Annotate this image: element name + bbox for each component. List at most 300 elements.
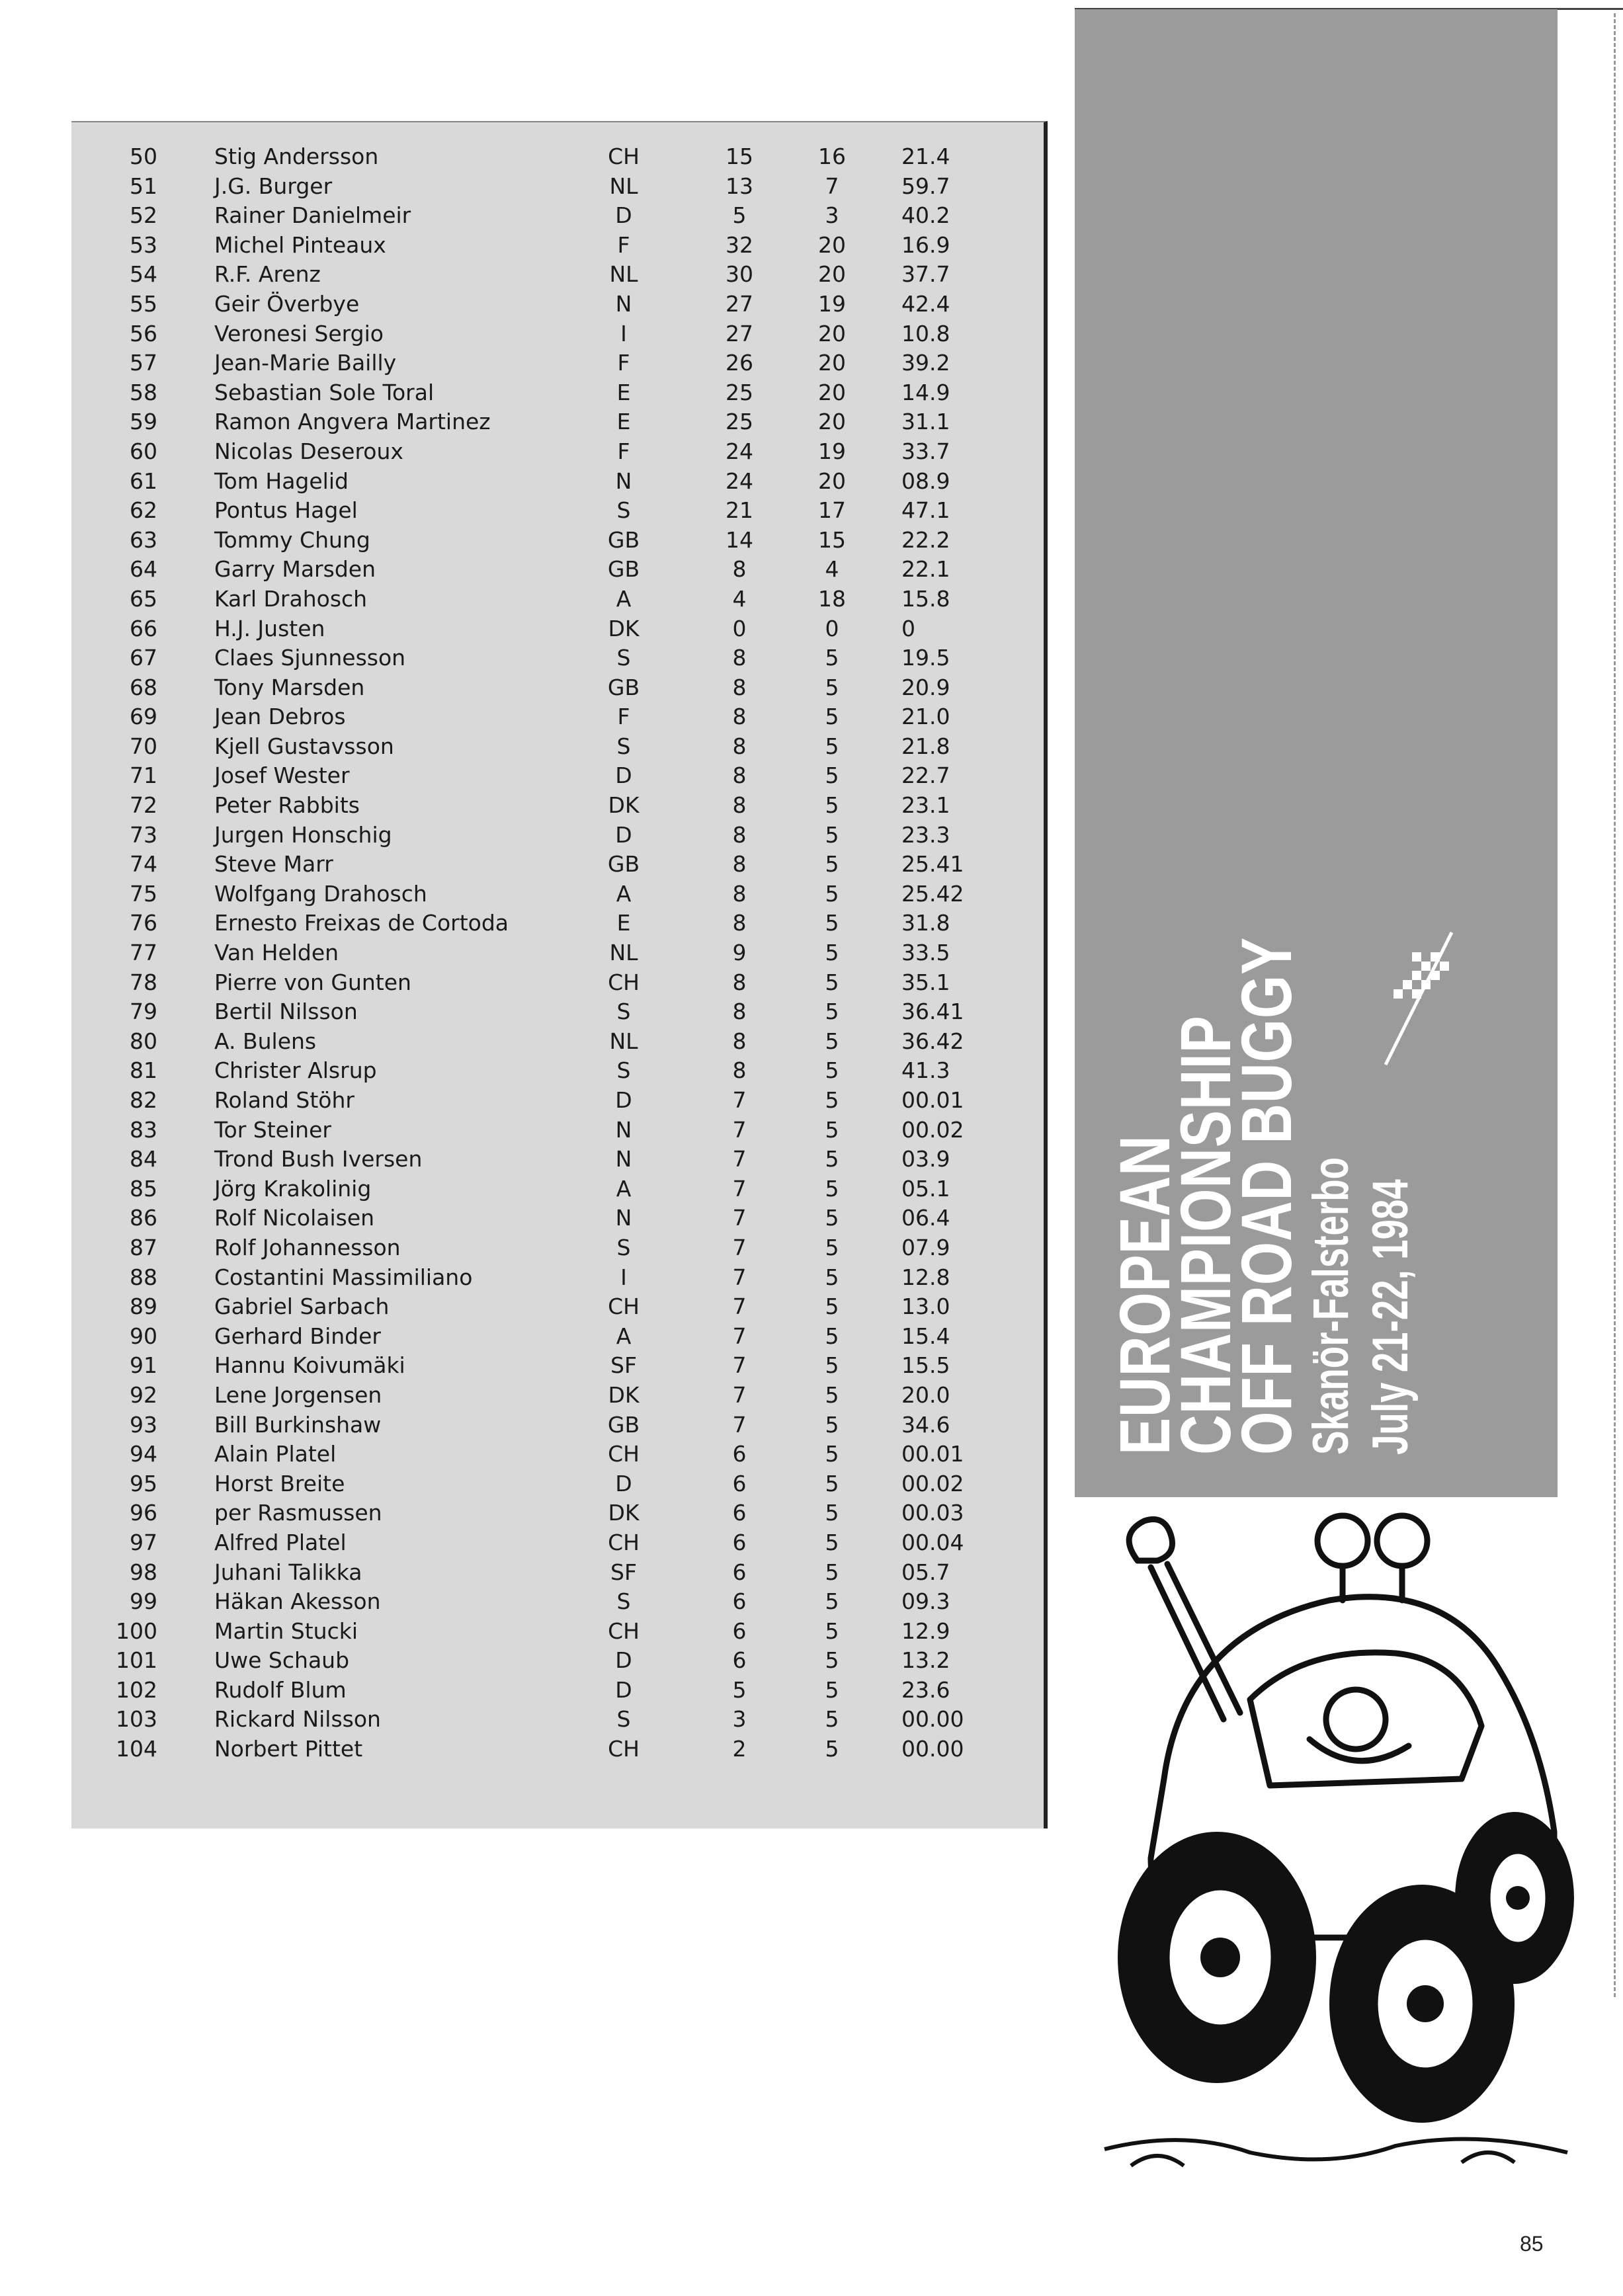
table-row: [71, 290, 1044, 319]
driver-name-cell: Hannu Koivumäki: [214, 1352, 405, 1379]
value-a-cell: 8: [732, 762, 747, 789]
value-b-cell: 5: [825, 1588, 839, 1615]
value-a-cell: 7: [732, 1293, 747, 1320]
position-cell: 68: [130, 674, 157, 700]
value-a-cell: 27: [726, 320, 753, 347]
time-cell: 15.4: [901, 1323, 950, 1349]
table-row: [71, 1498, 1044, 1528]
table-row: [71, 643, 1044, 673]
driver-name-cell: Claes Sjunnesson: [214, 645, 406, 671]
value-b-cell: 5: [825, 704, 839, 730]
position-cell: 90: [130, 1323, 157, 1349]
position-cell: 95: [130, 1470, 157, 1496]
table-row: [71, 1440, 1044, 1469]
driver-name-cell: Gabriel Sarbach: [214, 1293, 390, 1320]
value-a-cell: 8: [732, 880, 747, 907]
driver-name-cell: Lene Jorgensen: [214, 1381, 382, 1408]
value-b-cell: 16: [818, 144, 846, 169]
time-cell: 47.1: [901, 497, 950, 524]
country-cell: CH: [608, 969, 640, 995]
driver-name-cell: Pierre von Gunten: [214, 969, 411, 995]
position-cell: 87: [130, 1234, 157, 1260]
value-a-cell: 8: [732, 733, 747, 759]
value-a-cell: 13: [726, 173, 753, 199]
driver-name-cell: Horst Breite: [214, 1470, 345, 1496]
driver-name-cell: R.F. Arenz: [214, 261, 321, 288]
time-cell: 31.8: [901, 910, 950, 936]
value-b-cell: 5: [825, 1647, 839, 1674]
position-cell: 65: [130, 585, 157, 612]
table-row: [71, 614, 1044, 644]
position-cell: 79: [130, 999, 157, 1025]
value-a-cell: 6: [732, 1559, 747, 1585]
time-cell: 00.02: [901, 1116, 964, 1143]
value-a-cell: 7: [732, 1205, 747, 1231]
driver-name-cell: Garry Marsden: [214, 556, 376, 583]
position-cell: 85: [130, 1175, 157, 1202]
value-a-cell: 4: [732, 585, 747, 612]
position-cell: 80: [130, 1028, 157, 1054]
time-cell: 20.0: [901, 1381, 950, 1408]
table-row: [71, 1381, 1044, 1411]
time-cell: 19.5: [901, 645, 950, 671]
time-cell: 23.6: [901, 1676, 950, 1703]
driver-name-cell: Norbert Pittet: [214, 1736, 363, 1762]
driver-name-cell: Rolf Nicolaisen: [214, 1205, 375, 1231]
country-cell: N: [615, 1116, 632, 1143]
position-cell: 76: [130, 910, 157, 936]
country-cell: F: [617, 231, 630, 258]
time-cell: 00.00: [901, 1736, 964, 1762]
country-cell: D: [615, 1647, 632, 1674]
table-row: [71, 1469, 1044, 1499]
table-row: [71, 909, 1044, 938]
value-a-cell: 6: [732, 1618, 747, 1644]
position-cell: 50: [130, 144, 157, 169]
time-cell: 12.9: [901, 1618, 950, 1644]
value-a-cell: 7: [732, 1175, 747, 1202]
time-cell: 16.9: [901, 231, 950, 258]
value-b-cell: 5: [825, 1559, 839, 1585]
position-cell: 94: [130, 1441, 157, 1467]
value-b-cell: 20: [818, 320, 846, 347]
position-cell: 99: [130, 1588, 157, 1615]
value-a-cell: 6: [732, 1441, 747, 1467]
value-b-cell: 5: [825, 1470, 839, 1496]
time-cell: 20.9: [901, 674, 950, 700]
time-cell: 22.1: [901, 556, 950, 583]
driver-name-cell: Martin Stucki: [214, 1618, 358, 1644]
value-b-cell: 5: [825, 645, 839, 671]
value-b-cell: 5: [825, 1146, 839, 1172]
country-cell: GB: [607, 851, 640, 878]
table-row: [71, 673, 1044, 703]
driver-name-cell: Sebastian Sole Toral: [214, 379, 435, 405]
country-cell: I: [620, 320, 627, 347]
value-a-cell: 25: [726, 409, 753, 435]
driver-name-cell: Pontus Hagel: [214, 497, 358, 524]
table-row: [71, 1027, 1044, 1057]
position-cell: 86: [130, 1205, 157, 1231]
country-cell: N: [615, 1205, 632, 1231]
time-cell: 08.9: [901, 468, 950, 494]
time-cell: 42.4: [901, 290, 950, 317]
value-a-cell: 6: [732, 1529, 747, 1555]
country-cell: CH: [608, 1736, 640, 1762]
driver-name-cell: Trond Bush Iversen: [214, 1146, 423, 1172]
driver-name-cell: Rickard Nilsson: [214, 1706, 381, 1733]
country-cell: CH: [608, 1529, 640, 1555]
time-cell: 10.8: [901, 320, 950, 347]
position-cell: 67: [130, 645, 157, 671]
value-b-cell: 20: [818, 379, 846, 405]
banner-date: July 21-22, 1984: [1362, 1179, 1419, 1455]
country-cell: D: [615, 1676, 632, 1703]
value-a-cell: 6: [732, 1647, 747, 1674]
country-cell: DK: [608, 1500, 640, 1526]
value-a-cell: 9: [732, 940, 747, 966]
country-cell: N: [615, 290, 632, 317]
country-cell: S: [616, 645, 631, 671]
banner-text: [1104, 780, 1419, 1455]
country-cell: D: [615, 762, 632, 789]
position-cell: 52: [130, 202, 157, 229]
time-cell: 07.9: [901, 1234, 950, 1260]
country-cell: E: [616, 409, 631, 435]
country-cell: N: [615, 1146, 632, 1172]
table-row: [71, 732, 1044, 762]
driver-name-cell: Juhani Talikka: [214, 1559, 362, 1585]
value-a-cell: 3: [732, 1706, 747, 1733]
country-cell: I: [620, 1264, 627, 1290]
table-row: [71, 526, 1044, 555]
table-row: [71, 1322, 1044, 1352]
position-cell: 53: [130, 231, 157, 258]
driver-name-cell: Jurgen Honschig: [214, 821, 392, 848]
value-a-cell: 8: [732, 999, 747, 1025]
table-row: [71, 1735, 1044, 1764]
position-cell: 98: [130, 1559, 157, 1585]
checkered-flag-icon: [1372, 926, 1472, 1078]
position-cell: 66: [130, 615, 157, 641]
driver-name-cell: Rainer Danielmeir: [214, 202, 411, 229]
table-row: [71, 1617, 1044, 1647]
value-b-cell: 5: [825, 1381, 839, 1408]
value-a-cell: 7: [732, 1352, 747, 1379]
value-a-cell: 7: [732, 1264, 747, 1290]
time-cell: 37.7: [901, 261, 950, 288]
value-b-cell: 7: [825, 173, 839, 199]
driver-name-cell: Alain Platel: [214, 1441, 337, 1467]
value-a-cell: 32: [726, 231, 753, 258]
driver-name-cell: Tommy Chung: [214, 526, 370, 553]
position-cell: 62: [130, 497, 157, 524]
value-b-cell: 5: [825, 762, 839, 789]
value-a-cell: 8: [732, 1028, 747, 1054]
results-table-panel: [71, 121, 1048, 1828]
buggy-cartoon-illustration: [1052, 1501, 1594, 2189]
position-cell: 51: [130, 173, 157, 199]
value-b-cell: 17: [818, 497, 846, 524]
time-cell: 25.42: [901, 880, 964, 907]
value-a-cell: 6: [732, 1500, 747, 1526]
country-cell: F: [617, 438, 630, 464]
country-cell: N: [615, 468, 632, 494]
table-row: [71, 1145, 1044, 1174]
position-cell: 96: [130, 1500, 157, 1526]
country-cell: GB: [607, 556, 640, 583]
driver-name-cell: A. Bulens: [214, 1028, 317, 1054]
value-b-cell: 5: [825, 1205, 839, 1231]
value-a-cell: 0: [732, 615, 747, 641]
position-cell: 82: [130, 1087, 157, 1113]
table-row: [71, 1676, 1044, 1705]
time-cell: 00.02: [901, 1470, 964, 1496]
value-a-cell: 8: [732, 1057, 747, 1084]
position-cell: 101: [116, 1647, 157, 1674]
position-cell: 72: [130, 792, 157, 819]
table-row: [71, 172, 1044, 202]
value-b-cell: 5: [825, 1676, 839, 1703]
value-b-cell: 18: [818, 585, 846, 612]
table-row: [71, 968, 1044, 998]
country-cell: A: [616, 1323, 632, 1349]
time-cell: 00.04: [901, 1529, 964, 1555]
table-row: [71, 1528, 1044, 1558]
country-cell: F: [617, 704, 630, 730]
table-row: [71, 319, 1044, 349]
country-cell: DK: [608, 1381, 640, 1408]
value-b-cell: 5: [825, 880, 839, 907]
value-a-cell: 8: [732, 674, 747, 700]
position-cell: 78: [130, 969, 157, 995]
country-cell: A: [616, 585, 632, 612]
value-a-cell: 24: [726, 468, 753, 494]
value-b-cell: 5: [825, 969, 839, 995]
country-cell: A: [616, 880, 632, 907]
country-cell: NL: [609, 940, 638, 966]
time-cell: 00.01: [901, 1441, 964, 1467]
value-a-cell: 7: [732, 1234, 747, 1260]
table-row: [71, 407, 1044, 437]
position-cell: 100: [116, 1618, 157, 1644]
value-b-cell: 5: [825, 1264, 839, 1290]
value-a-cell: 7: [732, 1116, 747, 1143]
position-cell: 63: [130, 526, 157, 553]
value-a-cell: 6: [732, 1470, 747, 1496]
value-b-cell: 5: [825, 1411, 839, 1438]
table-row: [71, 938, 1044, 968]
position-cell: 102: [116, 1676, 157, 1703]
position-cell: 104: [116, 1736, 157, 1762]
country-cell: GB: [607, 1411, 640, 1438]
position-cell: 103: [116, 1706, 157, 1733]
value-b-cell: 4: [825, 556, 839, 583]
position-cell: 84: [130, 1146, 157, 1172]
table-row: [71, 348, 1044, 378]
driver-name-cell: Stig Andersson: [214, 144, 379, 169]
driver-name-cell: Bertil Nilsson: [214, 999, 358, 1025]
time-cell: 36.41: [901, 999, 964, 1025]
time-cell: 40.2: [901, 202, 950, 229]
country-cell: S: [616, 497, 631, 524]
value-a-cell: 5: [732, 202, 747, 229]
time-cell: 21.0: [901, 704, 950, 730]
table-row: [71, 467, 1044, 497]
time-cell: 35.1: [901, 969, 950, 995]
position-cell: 55: [130, 290, 157, 317]
table-row: [71, 1086, 1044, 1116]
country-cell: CH: [608, 1293, 640, 1320]
value-b-cell: 5: [825, 1293, 839, 1320]
country-cell: CH: [608, 1441, 640, 1467]
driver-name-cell: Jörg Krakolinig: [214, 1175, 372, 1202]
driver-name-cell: Rudolf Blum: [214, 1676, 347, 1703]
driver-name-cell: Costantini Massimiliano: [214, 1264, 473, 1290]
value-a-cell: 7: [732, 1087, 747, 1113]
position-cell: 83: [130, 1116, 157, 1143]
driver-name-cell: Bill Burkinshaw: [214, 1411, 382, 1438]
time-cell: 23.3: [901, 821, 950, 848]
country-cell: E: [616, 379, 631, 405]
table-row: [71, 702, 1044, 732]
country-cell: GB: [607, 674, 640, 700]
time-cell: 00.01: [901, 1087, 964, 1113]
time-cell: 33.5: [901, 940, 950, 966]
value-a-cell: 24: [726, 438, 753, 464]
value-a-cell: 7: [732, 1411, 747, 1438]
table-row: [71, 821, 1044, 850]
country-cell: S: [616, 1706, 631, 1733]
banner-title-line3: OFF ROAD BUGGY: [1226, 936, 1306, 1455]
driver-name-cell: Häkan Akesson: [214, 1588, 381, 1615]
value-a-cell: 7: [732, 1146, 747, 1172]
position-cell: 70: [130, 733, 157, 759]
value-a-cell: 8: [732, 851, 747, 878]
value-b-cell: 5: [825, 733, 839, 759]
value-a-cell: 8: [732, 792, 747, 819]
table-row: [71, 791, 1044, 821]
time-cell: 36.42: [901, 1028, 964, 1054]
table-row: [71, 850, 1044, 880]
value-b-cell: 5: [825, 821, 839, 848]
value-b-cell: 19: [818, 290, 846, 317]
country-cell: SF: [610, 1352, 637, 1379]
value-a-cell: 7: [732, 1323, 747, 1349]
country-cell: S: [616, 733, 631, 759]
banner-title-line1: EUROPEAN: [1104, 1135, 1185, 1455]
time-cell: 13.2: [901, 1647, 950, 1674]
country-cell: DK: [608, 792, 640, 819]
value-b-cell: 20: [818, 231, 846, 258]
time-cell: 09.3: [901, 1588, 950, 1615]
driver-name-cell: per Rasmussen: [214, 1500, 382, 1526]
page-edge-rule: [1614, 13, 1617, 1997]
value-b-cell: 5: [825, 792, 839, 819]
time-cell: 31.1: [901, 409, 950, 435]
table-row: [71, 1411, 1044, 1440]
country-cell: S: [616, 999, 631, 1025]
value-a-cell: 6: [732, 1588, 747, 1615]
position-cell: 89: [130, 1293, 157, 1320]
value-b-cell: 5: [825, 1057, 839, 1084]
value-a-cell: 8: [732, 969, 747, 995]
value-b-cell: 5: [825, 1352, 839, 1379]
position-cell: 54: [130, 261, 157, 288]
table-row: [71, 1233, 1044, 1263]
driver-name-cell: Van Helden: [214, 940, 339, 966]
position-cell: 69: [130, 704, 157, 730]
table-row: [71, 1351, 1044, 1381]
time-cell: 15.5: [901, 1352, 950, 1379]
value-a-cell: 26: [726, 350, 753, 376]
value-b-cell: 5: [825, 1323, 839, 1349]
time-cell: 12.8: [901, 1264, 950, 1290]
time-cell: 59.7: [901, 173, 950, 199]
value-b-cell: 5: [825, 1116, 839, 1143]
driver-name-cell: Jean Debros: [214, 704, 346, 730]
country-cell: D: [615, 202, 632, 229]
value-a-cell: 15: [726, 144, 753, 169]
time-cell: 15.8: [901, 585, 950, 612]
country-cell: A: [616, 1175, 632, 1202]
time-cell: 0: [901, 615, 915, 641]
position-cell: 93: [130, 1411, 157, 1438]
driver-name-cell: Kjell Gustavsson: [214, 733, 394, 759]
table-row: [71, 761, 1044, 791]
table-row: [71, 880, 1044, 909]
value-b-cell: 5: [825, 1529, 839, 1555]
time-cell: 00.03: [901, 1500, 964, 1526]
driver-name-cell: Uwe Schaub: [214, 1647, 350, 1674]
driver-name-cell: J.G. Burger: [214, 173, 333, 199]
position-cell: 91: [130, 1352, 157, 1379]
value-a-cell: 8: [732, 645, 747, 671]
position-cell: 71: [130, 762, 157, 789]
value-b-cell: 19: [818, 438, 846, 464]
position-cell: 64: [130, 556, 157, 583]
driver-name-cell: Tony Marsden: [214, 674, 365, 700]
table-row: [71, 260, 1044, 290]
value-b-cell: 5: [825, 1175, 839, 1202]
country-cell: E: [616, 910, 631, 936]
table-row: [71, 1292, 1044, 1322]
position-cell: 61: [130, 468, 157, 494]
country-cell: DK: [608, 615, 640, 641]
value-b-cell: 15: [818, 526, 846, 553]
table-row: [71, 1056, 1044, 1086]
position-cell: 60: [130, 438, 157, 464]
driver-name-cell: Geir Överbye: [214, 290, 360, 317]
table-row: [71, 1587, 1044, 1617]
time-cell: 23.1: [901, 792, 950, 819]
time-cell: 05.7: [901, 1559, 950, 1585]
time-cell: 13.0: [901, 1293, 950, 1320]
driver-name-cell: Gerhard Binder: [214, 1323, 381, 1349]
value-b-cell: 5: [825, 910, 839, 936]
value-a-cell: 8: [732, 556, 747, 583]
table-row: [71, 1116, 1044, 1145]
time-cell: 03.9: [901, 1146, 950, 1172]
time-cell: 33.7: [901, 438, 950, 464]
country-cell: NL: [609, 261, 638, 288]
driver-name-cell: Rolf Johannesson: [214, 1234, 401, 1260]
value-a-cell: 8: [732, 704, 747, 730]
country-cell: D: [615, 821, 632, 848]
table-row: [71, 555, 1044, 585]
table-row: [71, 1646, 1044, 1676]
country-cell: NL: [609, 1028, 638, 1054]
